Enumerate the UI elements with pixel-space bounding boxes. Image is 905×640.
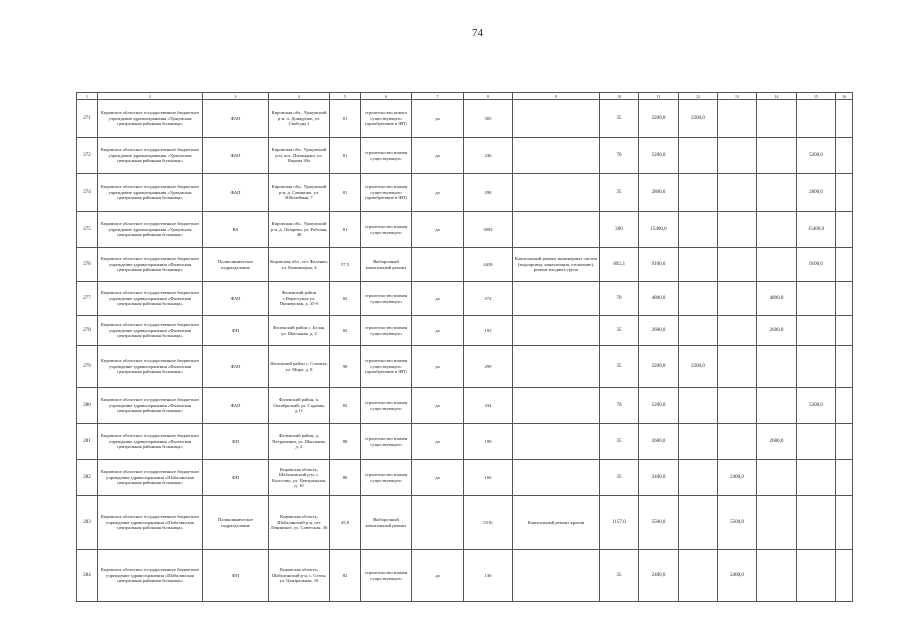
header-cell: 2	[98, 93, 203, 100]
table-cell-c9	[513, 100, 600, 138]
table-cell-c3: ФАП	[203, 100, 269, 138]
table-cell-c13	[718, 424, 757, 460]
table-cell-c4: Кировская обл., Уржумский р-н, д. Лазарево, ул. Рабочая, 48	[269, 212, 330, 248]
table-cell-c7: да	[412, 388, 464, 424]
table-cell-c8: 136	[464, 550, 513, 602]
table-cell-c2: Кировское областное государственное бюджетное учреждение здравоохранения «Уржумская центральная районная больница»	[98, 212, 203, 248]
table-cell-c5: 88	[330, 424, 361, 460]
table-cell-c10: 892,3	[600, 248, 639, 282]
table-cell-c12	[679, 174, 718, 212]
table-cell-c9	[513, 388, 600, 424]
table-cell-c10: 35	[600, 550, 639, 602]
table-cell-c15: 2800,0	[797, 174, 836, 212]
table-cell-c8: 299	[464, 346, 513, 388]
table-cell-c13	[718, 316, 757, 346]
table-cell-c16	[836, 174, 853, 212]
table-row	[77, 138, 853, 174]
table-cell-c1: 282	[77, 460, 98, 496]
table-row	[77, 460, 853, 496]
table-cell-c2: Кировское областное государственное бюджетное учреждение здравоохранения «Фаленская центральная районная больница»	[98, 388, 203, 424]
table-cell-c5: 81	[330, 138, 361, 174]
table-cell-c11: 2600,0	[639, 424, 679, 460]
table-row	[77, 100, 853, 138]
table-cell-c13	[718, 282, 757, 316]
table-cell-c8: 193	[464, 316, 513, 346]
table-cell-c3: Поликлиническое подразделение	[203, 496, 269, 550]
table-cell-c15: 5200,0	[797, 388, 836, 424]
table-cell-c14: 4800,0	[757, 282, 797, 316]
table-cell-c12	[679, 248, 718, 282]
header-cell: 3	[203, 93, 269, 100]
table-cell-c15	[797, 550, 836, 602]
table-cell-c1: 284	[77, 550, 98, 602]
table-cell-c6: Выборочный капитальный ремонт	[361, 248, 412, 282]
table-cell-c7: да	[412, 212, 464, 248]
table-cell-c9	[513, 424, 600, 460]
table-cell-c15	[797, 100, 836, 138]
header-cell: 9	[513, 93, 600, 100]
table-row	[77, 424, 853, 460]
table-cell-c3: ФП	[203, 424, 269, 460]
table-cell-c3: ФАП	[203, 346, 269, 388]
header-cell: 15	[797, 93, 836, 100]
table-cell-c1: 278	[77, 316, 98, 346]
table-cell-c7: да	[412, 316, 464, 346]
table-cell-c3: ФАП	[203, 174, 269, 212]
table-row	[77, 496, 853, 550]
header-cell: 4	[269, 93, 330, 100]
header-cell: 10	[600, 93, 639, 100]
table-cell-c8: 298	[464, 174, 513, 212]
table-cell-c1: 272	[77, 138, 98, 174]
table-cell-c1: 277	[77, 282, 98, 316]
table-cell-c12	[679, 496, 718, 550]
table-cell-c3: ФП	[203, 550, 269, 602]
table-cell-c11: 5200,0	[639, 388, 679, 424]
table-cell-c5: 57,5	[330, 248, 361, 282]
table-cell-c1: 275	[77, 212, 98, 248]
table-cell-c5: 81	[330, 100, 361, 138]
table-cell-c2: Кировское областное государственное бюджетное учреждение здравоохранения «Шабалинская центральная районная больница»	[98, 496, 203, 550]
table-cell-c7: да	[412, 550, 464, 602]
table-cell-c10: 35	[600, 316, 639, 346]
table-cell-c3: ФП	[203, 316, 269, 346]
table-cell-c6: строительство взамен существующего	[361, 460, 412, 496]
table-cell-c9	[513, 212, 600, 248]
table-cell-c7: да	[412, 174, 464, 212]
table-cell-c15	[797, 316, 836, 346]
table-row	[77, 282, 853, 316]
table-cell-c10: 35	[600, 346, 639, 388]
facilities-table	[76, 92, 853, 602]
table-cell-c13	[718, 346, 757, 388]
table-cell-c15: 5200,0	[797, 138, 836, 174]
table-cell-c15	[797, 460, 836, 496]
table-cell-c13	[718, 212, 757, 248]
table-cell-c2: Кировское областное государственное бюджетное учреждение здравоохранения «Уржумская центральная районная больница»	[98, 174, 203, 212]
table-cell-c11: 2400,0	[639, 460, 679, 496]
table-cell-c15: 15400,0	[797, 212, 836, 248]
header-cell: 7	[412, 93, 464, 100]
table-cell-c4: Фаленский район, д. Петруненки, ул. Школьная, д. 2	[269, 424, 330, 460]
table-cell-c7: да	[412, 346, 464, 388]
table-cell-c2: Кировское областное государственное бюджетное учреждение здравоохранения «Шабалинская центральная районная больница»	[98, 460, 203, 496]
table-cell-c6: строительство взамен существующего (приобретение в ФП)	[361, 174, 412, 212]
table-cell-c7	[412, 248, 464, 282]
table-cell-c5: 80	[330, 460, 361, 496]
header-cell: 13	[718, 93, 757, 100]
table-cell-c7: да	[412, 100, 464, 138]
table-cell-c3: ФП	[203, 460, 269, 496]
table-cell-c11: 15400,0	[639, 212, 679, 248]
table-cell-c8: 199	[464, 424, 513, 460]
header-row	[77, 93, 853, 100]
table-cell-c1: 279	[77, 346, 98, 388]
table-cell-c3: ФАП	[203, 138, 269, 174]
table-cell-c9	[513, 138, 600, 174]
table-cell-c16	[836, 550, 853, 602]
table-cell-c6: Выборочный капитальный ремонт	[361, 496, 412, 550]
table-cell-c8: 472	[464, 282, 513, 316]
table-cell-c10: 200	[600, 212, 639, 248]
table-cell-c1: 276	[77, 248, 98, 282]
table-cell-c12	[679, 138, 718, 174]
table-cell-c8: 4439	[464, 248, 513, 282]
table-cell-c16	[836, 496, 853, 550]
table-cell-c5: 82	[330, 282, 361, 316]
table-cell-c9	[513, 316, 600, 346]
table-cell-c2: Кировское областное государственное бюджетное учреждение здравоохранения «Фаленская центральная районная больница»	[98, 248, 203, 282]
table-cell-c12	[679, 212, 718, 248]
table-cell-c11: 2600,0	[639, 316, 679, 346]
table-cell-c7	[412, 496, 464, 550]
table-cell-c12	[679, 550, 718, 602]
table-cell-c10: 35	[600, 460, 639, 496]
header-cell: 11	[639, 93, 679, 100]
table-cell-c11: 9100,0	[639, 248, 679, 282]
table-cell-c16	[836, 316, 853, 346]
table-cell-c2: Кировское областное государственное бюджетное учреждение здравоохранения «Фаленская центральная районная больница»	[98, 424, 203, 460]
table-cell-c13	[718, 174, 757, 212]
table-cell-c13	[718, 248, 757, 282]
table-cell-c5: 82	[330, 316, 361, 346]
table-cell-c9	[513, 174, 600, 212]
table-cell-c13	[718, 100, 757, 138]
table-cell-c4: Кировская обл., пгт Фаленки, ул. Коминтерна, 4	[269, 248, 330, 282]
table-cell-c4: Кировская область, Шабалинский р-н, с. Колосово, ул. Центральная, д. 10	[269, 460, 330, 496]
table-cell-c12	[679, 424, 718, 460]
table-row	[77, 316, 853, 346]
table-cell-c4: Кировская обл., Уржумский р-н, д. Савиново, ул. Юбилейная, 7	[269, 174, 330, 212]
table-cell-c12: 2200,0	[679, 346, 718, 388]
table-cell-c4: Фаленский район с. Совчиха, ул. Мира, д. 8	[269, 346, 330, 388]
header-cell: 16	[836, 93, 853, 100]
table-cell-c12	[679, 316, 718, 346]
table-cell-c4: Кировская обл., Уржумский р-н, п. Донаурово, ул. Свободы 1	[269, 100, 330, 138]
table-cell-c6: строительство взамен существующего	[361, 550, 412, 602]
table-cell-c16	[836, 282, 853, 316]
table-cell-c13	[718, 138, 757, 174]
table-cell-c15	[797, 282, 836, 316]
table-body	[77, 93, 853, 602]
table-cell-c2: Кировское областное государственное бюджетное учреждение здравоохранения «Фаленская центральная районная больница»	[98, 282, 203, 316]
table-cell-c10: 35	[600, 424, 639, 460]
table-cell-c7: да	[412, 138, 464, 174]
table-cell-c13	[718, 388, 757, 424]
table-cell-c16	[836, 100, 853, 138]
table-cell-c5: 82	[330, 388, 361, 424]
table-cell-c14	[757, 550, 797, 602]
table-cell-c10: 35	[600, 174, 639, 212]
table-row	[77, 212, 853, 248]
table-cell-c14	[757, 496, 797, 550]
table-cell-c11: 2800,0	[639, 174, 679, 212]
page-number: 74	[472, 27, 483, 39]
table-cell-c4: Кировская область, Шабалинский р-н, пгт Ленинское, ул. Советская, 36	[269, 496, 330, 550]
table-cell-c9: Капитальный ремонт кровли	[513, 496, 600, 550]
table-cell-c7: да	[412, 282, 464, 316]
table-cell-c11: 5200,0	[639, 138, 679, 174]
table-cell-c4: Фаленский район, п. Октябрьский, ул. Садовая, д.11	[269, 388, 330, 424]
table-cell-c3: Поликлиническое подразделение	[203, 248, 269, 282]
table-cell-c6: строительство взамен существующего	[361, 388, 412, 424]
table-cell-c5: 82	[330, 550, 361, 602]
table-cell-c10: 70	[600, 388, 639, 424]
table-cell-c10: 35	[600, 100, 639, 138]
table-cell-c2: Кировское областное государственное бюджетное учреждение здравоохранения «Фаленская центральная районная больница»	[98, 346, 203, 388]
table-cell-c12	[679, 282, 718, 316]
table-cell-c1: 271	[77, 100, 98, 138]
table-cell-c11: 4800,0	[639, 282, 679, 316]
table-cell-c16	[836, 388, 853, 424]
table-cell-c16	[836, 212, 853, 248]
table-row	[77, 550, 853, 602]
table-cell-c16	[836, 460, 853, 496]
table-cell-c15	[797, 496, 836, 550]
table-cell-c2: Кировское областное государственное бюджетное учреждение здравоохранения «Шабалинская центральная районная больница»	[98, 550, 203, 602]
table-cell-c8: 434	[464, 388, 513, 424]
table-cell-c3: ВА	[203, 212, 269, 248]
table-cell-c3: ФАП	[203, 282, 269, 316]
table-cell-c8: 3992	[464, 212, 513, 248]
table-cell-c16	[836, 346, 853, 388]
table-row	[77, 248, 853, 282]
table-cell-c11: 2400,0	[639, 550, 679, 602]
header-cell: 1	[77, 93, 98, 100]
table-cell-c6: строительство нового существующего (приобретение в ФП)	[361, 100, 412, 138]
table-cell-c14	[757, 212, 797, 248]
table-cell-c13: 2400,0	[718, 550, 757, 602]
table-cell-c14	[757, 346, 797, 388]
table-row	[77, 346, 853, 388]
table-cell-c4: Кировская область, Шабалинский р-н, с. Сезен, ул. Центральная, 18	[269, 550, 330, 602]
table-cell-c14	[757, 100, 797, 138]
table-cell-c15	[797, 346, 836, 388]
table-cell-c5: 81	[330, 174, 361, 212]
table-cell-c3: ФАП	[203, 388, 269, 424]
table-cell-c7: да	[412, 460, 464, 496]
table-cell-c14: 2600,0	[757, 424, 797, 460]
table-cell-c5: 90	[330, 346, 361, 388]
table-cell-c1: 274	[77, 174, 98, 212]
header-cell: 5	[330, 93, 361, 100]
table-cell-c13: 5500,0	[718, 496, 757, 550]
table-cell-c5: 81	[330, 212, 361, 248]
table-cell-c1: 283	[77, 496, 98, 550]
header-cell: 12	[679, 93, 718, 100]
table-cell-c14	[757, 174, 797, 212]
table-cell-c6: строительство взамен существующего	[361, 316, 412, 346]
table-cell-c7: да	[412, 424, 464, 460]
table-cell-c9	[513, 282, 600, 316]
table-cell-c10: 70	[600, 282, 639, 316]
table-cell-c6: строительство взамен существующего	[361, 282, 412, 316]
table-cell-c16	[836, 424, 853, 460]
table-cell-c14	[757, 138, 797, 174]
table-cell-c10: 70	[600, 138, 639, 174]
table-cell-c4: Кировская обл., Уржумский р-н, пос. Пиляндыш, ул. Кирова 30а	[269, 138, 330, 174]
table-cell-c8: 5516	[464, 496, 513, 550]
table-cell-c1: 281	[77, 424, 98, 460]
table-cell-c6: строительство взамен существующего	[361, 138, 412, 174]
table-cell-c11: 2200,0	[639, 100, 679, 138]
table-cell-c11: 2200,0	[639, 346, 679, 388]
table-cell-c6: строительство взамен существующего	[361, 212, 412, 248]
table-cell-c14	[757, 388, 797, 424]
table-cell-c14: 2600,0	[757, 316, 797, 346]
table-cell-c6: строительство взамен существующего	[361, 424, 412, 460]
table-cell-c8: 160	[464, 460, 513, 496]
table-cell-c6: строительство взамен существующего (приобретение в ФП)	[361, 346, 412, 388]
header-cell: 8	[464, 93, 513, 100]
table-cell-c2: Кировское областное государственное бюджетное учреждение здравоохранения «Уржумская центральная районная больница»	[98, 100, 203, 138]
table-cell-c2: Кировское областное государственное бюджетное учреждение здравоохранения «Фаленская центральная районная больница»	[98, 316, 203, 346]
table-cell-c14	[757, 248, 797, 282]
table-cell-c16	[836, 248, 853, 282]
table-cell-c15	[797, 424, 836, 460]
table-cell-c10: 1157,0	[600, 496, 639, 550]
table-cell-c4: Фаленский район с.Верхосунье ул. Пионерская, д. 35-б	[269, 282, 330, 316]
table-cell-c8: 305	[464, 100, 513, 138]
table-cell-c9	[513, 550, 600, 602]
table-cell-c9	[513, 346, 600, 388]
table-cell-c1: 280	[77, 388, 98, 424]
table-row	[77, 388, 853, 424]
table-cell-c14	[757, 460, 797, 496]
table-row	[77, 174, 853, 212]
table-cell-c13: 2400,0	[718, 460, 757, 496]
table-cell-c2: Кировское областное государственное бюджетное учреждение здравоохранения «Уржумская центральная районная больница»	[98, 138, 203, 174]
table-cell-c15: 9100,0	[797, 248, 836, 282]
table-cell-c12: 2200,0	[679, 100, 718, 138]
table-cell-c9: Капитальный ремонт инженерных систем (водопровод, канализация, отопление), ремонт входных групп	[513, 248, 600, 282]
header-cell: 6	[361, 93, 412, 100]
table-cell-c16	[836, 138, 853, 174]
table-cell-c11: 5500,0	[639, 496, 679, 550]
table-cell-c8: 436	[464, 138, 513, 174]
header-cell: 14	[757, 93, 797, 100]
table-cell-c5: 45,8	[330, 496, 361, 550]
table-cell-c9	[513, 460, 600, 496]
table-cell-c12	[679, 460, 718, 496]
table-cell-c12	[679, 388, 718, 424]
table-cell-c4: Фаленский район с. Белая, ул. Школьная, д. 2	[269, 316, 330, 346]
